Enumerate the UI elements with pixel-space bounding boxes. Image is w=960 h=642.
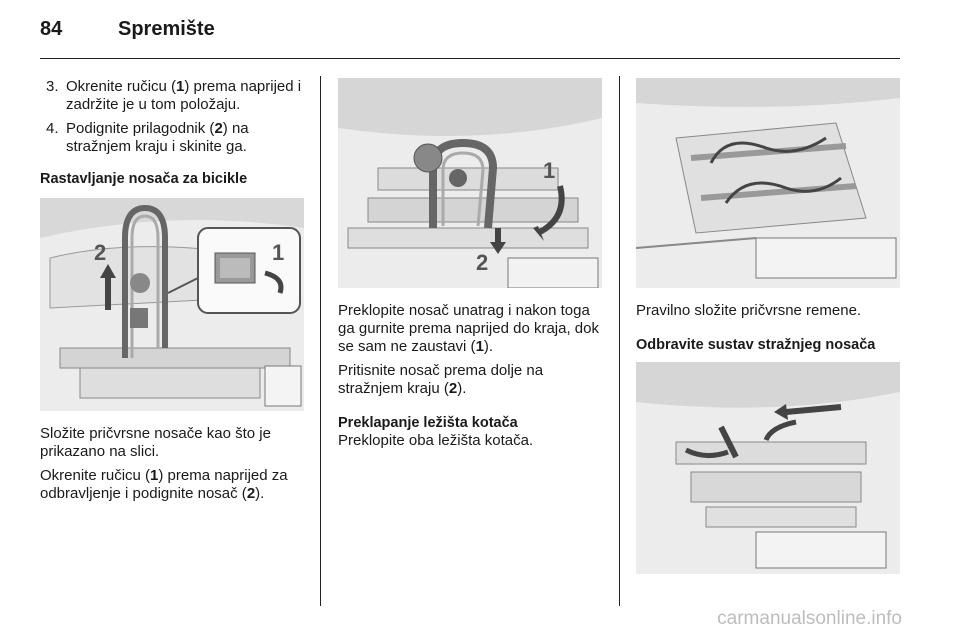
column-divider-2: [619, 76, 620, 606]
section-title: Spremište: [118, 18, 215, 40]
paragraph: Preklopite oba ležišta kotača.: [338, 432, 534, 449]
page-number: 84: [40, 18, 63, 40]
subheading: Preklapanje ležišta kotača: [338, 415, 518, 431]
header-rule: [40, 58, 900, 59]
figure-straps: [636, 78, 900, 288]
step-list: [40, 78, 305, 156]
column-divider-1: [320, 76, 321, 606]
watermark: carmanualsonline.info: [717, 608, 902, 629]
subheading: Odbravite sustav stražnjeg nosača: [636, 337, 876, 353]
column-3: [636, 78, 901, 574]
paragraph: Pritisnite nosač prema dolje na stražnjem kraju (2).: [338, 362, 544, 397]
column-2: [338, 78, 603, 450]
column-1: [40, 78, 305, 503]
paragraph: Okrenite ručicu (1) prema naprijed za odbravljenje i podignite nosač (2).: [40, 467, 288, 502]
page-header: [40, 18, 900, 50]
figure-label-2: 2: [94, 240, 107, 265]
figure-label-1: 1: [272, 240, 285, 265]
figure-unlock-rear-carrier: [636, 362, 900, 574]
figure-fold-carrier: [338, 78, 602, 288]
step-item: 4. Podignite prilagodnik (2) na stražnjem kraju i skinite ga.: [46, 120, 249, 155]
figure-label-1: 1: [543, 158, 556, 183]
step-item: 3. Okrenite ručicu (1) prema naprijed i zadržite je u tom položaju.: [46, 78, 302, 113]
paragraph: Pravilno složite pričvrsne remene.: [636, 302, 862, 319]
paragraph: Preklopite nosač unatrag i nakon toga ga gurnite prema naprijed do kraja, dok se sam ne zaustavi (1).: [338, 302, 599, 355]
figure-label-2: 2: [476, 250, 489, 275]
subheading: Rastavljanje nosača za bicikle: [40, 171, 248, 187]
paragraph: Složite pričvrsne nosače kao što je prikazano na slici.: [40, 425, 271, 460]
figure-bike-rack-dismantle: [40, 198, 304, 411]
